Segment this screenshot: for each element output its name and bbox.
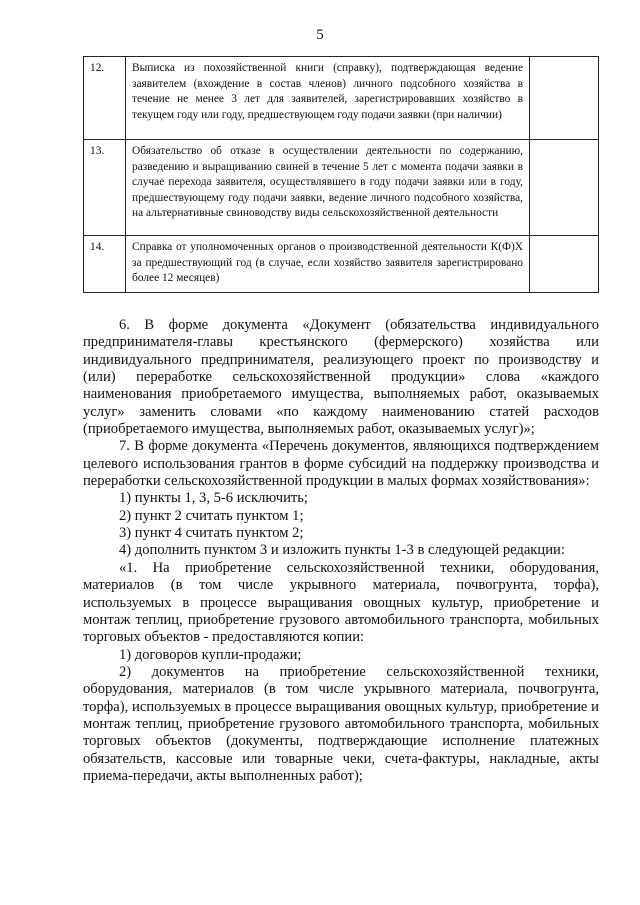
subitem-2: 2) пункт 2 считать пунктом 1; [119, 507, 304, 524]
table-row [84, 140, 599, 236]
table-row [84, 236, 599, 293]
subitem-1: 1) пункты 1, 3, 5-6 исключить; [119, 490, 308, 507]
table-row [84, 57, 599, 140]
row-empty-cell [530, 140, 599, 236]
row-description: Обязательство об отказе в осуществлении деятельности по содержанию, разведению и выращиванию свиней в течение 5 лет с момента подачи заявки в случае перехода заявителя, осуществлявшего в году подачи заявки или в году, предшествующему году подачи заявки, ведение личного подсобного хозяйства, на альтернативные свиноводству виды сельскохозяйственной деятельности [126, 140, 530, 236]
row-empty-cell [530, 236, 599, 293]
row-description: Справка от уполномоченных органов о производственной деятельности К(Ф)Х за предшествующий год (в случае, если хозяйство заявителя зарегистрировано более 12 месяцев) [126, 236, 530, 293]
paragraph-item-7: 7. В форме документа «Перечень документов, являющихся подтверждением целевого использования грантов в форме субсидий на поддержку производства и переработки сельскохозяйственной продукции в малых формах хозяйствования»: [83, 438, 599, 490]
row-empty-cell [530, 57, 599, 140]
row-number: 14. [84, 236, 126, 293]
new-edition-point-1: «1. На приобретение сельскохозяйственной техники, оборудования, материалов (в том числе укрывного материала, почвогрунта, торфа), используемых в процессе выращивания овощных культур, приобретение и монтаж теплиц, приобретение грузового автомобильного транспорта, мобильных торговых объектов - предоставляются копии: [83, 559, 599, 646]
row-number: 12. [84, 57, 126, 140]
paragraph-item-6: 6. В форме документа «Документ (обязательства индивидуального предпринимателя-главы крестьянского (фермерского) хозяйства или индивидуального предпринимателя, реализующего проект по производству и (или) переработке сельскохозяйственной продукции» слова «каждого наименования приобретаемого имущества, выполняемых работ, оказываемых услуг» заменить словами «по каждому наименованию статей расходов (приобретаемого имущества, выполняемых работ, оказываемых услуг)»; [83, 317, 599, 438]
point-1-subitem-1: 1) договоров купли-продажи; [119, 646, 302, 663]
page-number: 5 [316, 27, 324, 43]
subitem-3: 3) пункт 4 считать пунктом 2; [119, 525, 304, 542]
subitem-4: 4) дополнить пунктом 3 и изложить пункты 1-3 в следующей редакции: [119, 542, 565, 559]
documents-table [83, 56, 599, 293]
point-1-subitem-2: 2) документов на приобретение сельскохозяйственной техники, оборудования, материалов (в том числе укрывного материала, почвогрунта, торфа), используемых в процессе выращивания овощных культур, приобретение и монтаж теплиц, приобретение грузового автомобильного транспорта, мобильных торговых объектов (документы, подтверждающие исполнение платежных обязательств, кассовые или товарные чеки, счета-фактуры, накладные, акты приема-передачи, акты выполненных работ); [83, 663, 599, 784]
row-description: Выписка из похозяйственной книги (справку), подтверждающая ведение заявителем (вхождение в состав членов) личного подсобного хозяйства в течение не менее 3 лет для заявителей, зарегистрировавших хозяйство в текущем году или году, предшествующем году подачи заявки (при наличии) [126, 57, 530, 140]
document-body [83, 317, 599, 785]
row-number: 13. [84, 140, 126, 236]
